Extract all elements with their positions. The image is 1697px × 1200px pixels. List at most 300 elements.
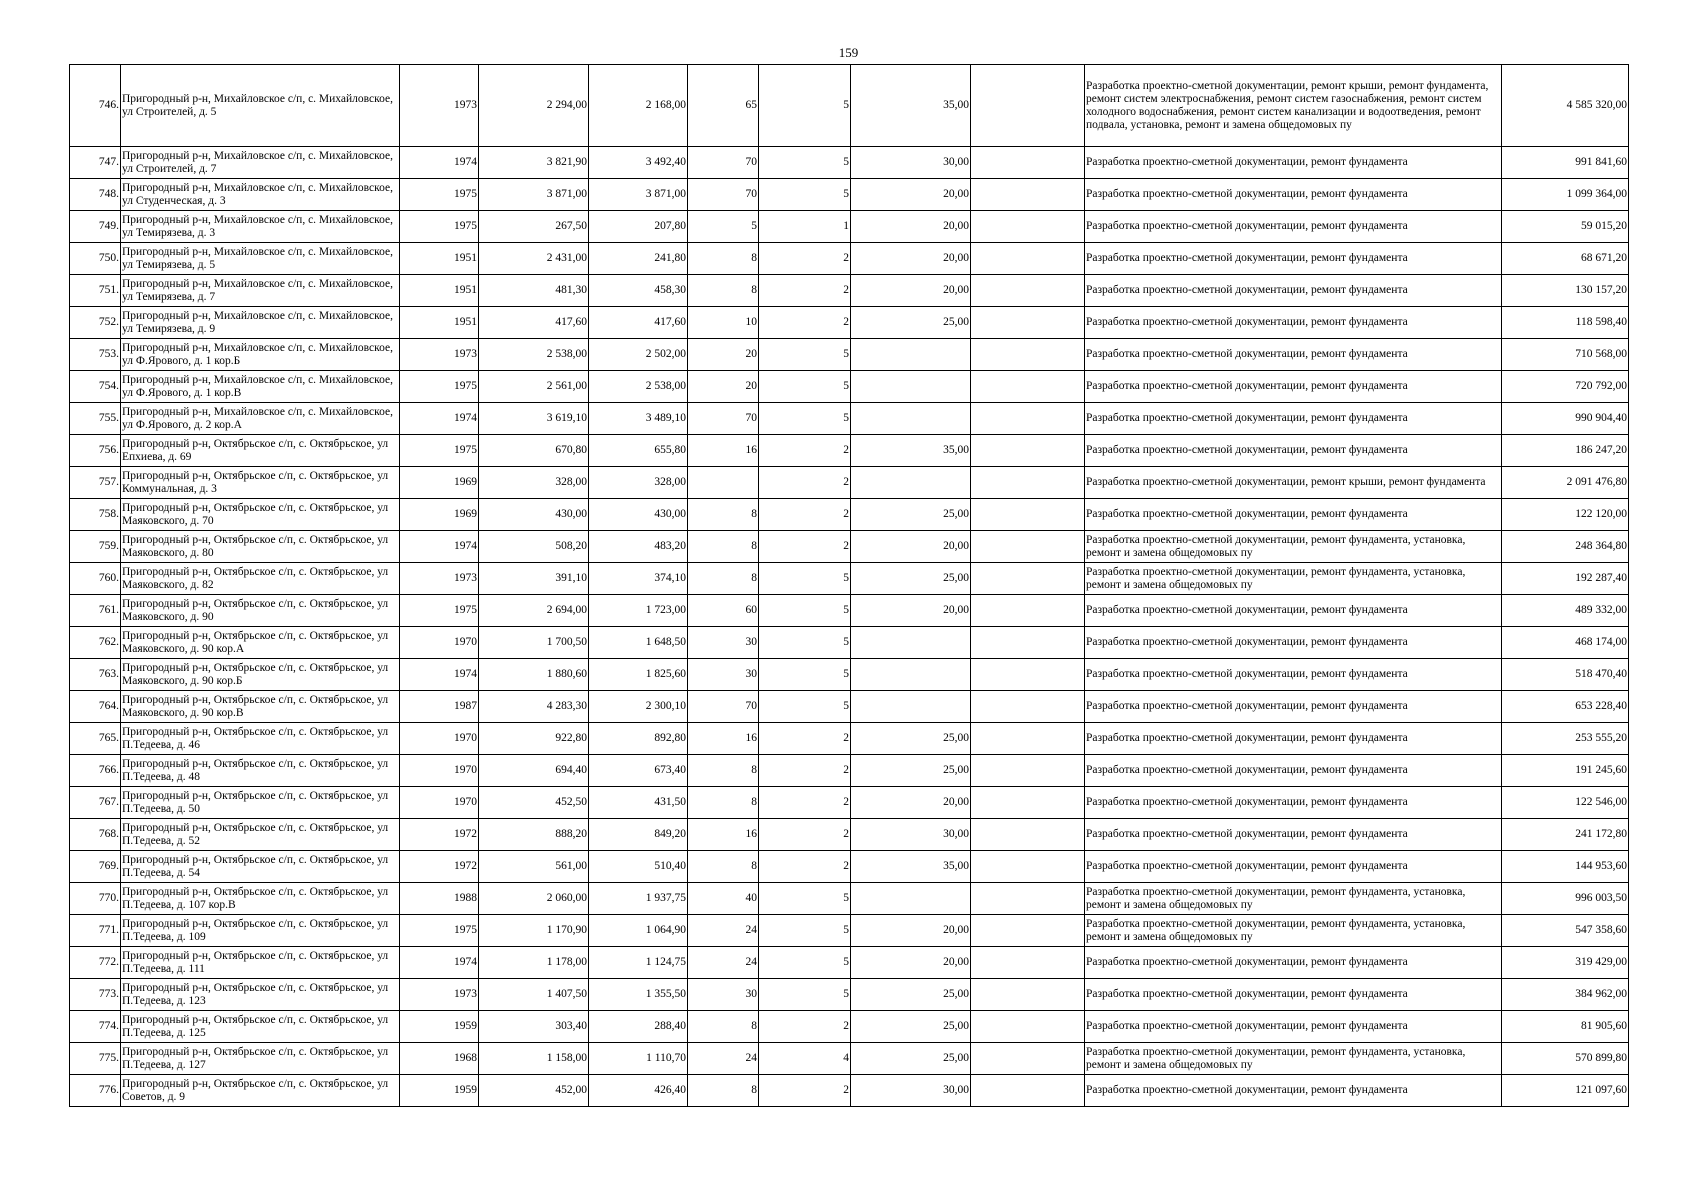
table-row — [70, 723, 1629, 755]
year-built-cell: 1975 — [400, 595, 479, 627]
total-area-cell: 1 880,60 — [479, 659, 589, 691]
works-list-cell: Разработка проектно-сметной документации, ремонт фундамента — [1085, 243, 1502, 275]
total-area-cell: 2 561,00 — [479, 371, 589, 403]
address-cell: Пригородный р-н, Октябрьское с/п, с. Октябрьское, ул Маяковского, д. 80 — [121, 531, 400, 563]
table-row — [70, 563, 1629, 595]
wear-percent-cell: 20,00 — [851, 179, 971, 211]
living-area-cell: 1 937,75 — [589, 883, 688, 915]
apartments-cell: 8 — [688, 563, 759, 595]
apartments-cell: 60 — [688, 595, 759, 627]
floors-cell: 5 — [759, 947, 851, 979]
row-number: 750. — [70, 243, 121, 275]
cost-cell: 4 585 320,00 — [1502, 65, 1629, 147]
address-cell: Пригородный р-н, Октябрьское с/п, с. Октябрьское, ул Маяковского, д. 82 — [121, 563, 400, 595]
total-area-cell: 1 407,50 — [479, 979, 589, 1011]
cost-cell: 720 792,00 — [1502, 371, 1629, 403]
table-row — [70, 915, 1629, 947]
cost-cell: 547 358,60 — [1502, 915, 1629, 947]
floors-cell: 2 — [759, 435, 851, 467]
works-list-cell: Разработка проектно-сметной документации, ремонт фундамента — [1085, 787, 1502, 819]
cost-cell: 192 287,40 — [1502, 563, 1629, 595]
table-row — [70, 435, 1629, 467]
cost-cell: 186 247,20 — [1502, 435, 1629, 467]
living-area-cell: 458,30 — [589, 275, 688, 307]
works-list-cell: Разработка проектно-сметной документации, ремонт фундамента, установка, ремонт и замена общедомовых пу — [1085, 563, 1502, 595]
wear-percent-cell: 25,00 — [851, 499, 971, 531]
apartments-cell: 8 — [688, 243, 759, 275]
year-built-cell: 1969 — [400, 499, 479, 531]
apartments-cell: 5 — [688, 211, 759, 243]
wear-percent-cell: 30,00 — [851, 819, 971, 851]
apartments-cell: 8 — [688, 1011, 759, 1043]
works-list-cell: Разработка проектно-сметной документации, ремонт фундамента — [1085, 435, 1502, 467]
apartments-cell: 16 — [688, 435, 759, 467]
year-built-cell: 1987 — [400, 691, 479, 723]
address-cell: Пригородный р-н, Октябрьское с/п, с. Октябрьское, ул П.Тедеева, д. 125 — [121, 1011, 400, 1043]
year-built-cell: 1974 — [400, 659, 479, 691]
apartments-cell: 20 — [688, 339, 759, 371]
apartments-cell: 8 — [688, 499, 759, 531]
address-cell: Пригородный р-н, Октябрьское с/п, с. Октябрьское, ул П.Тедеева, д. 46 — [121, 723, 400, 755]
table-row — [70, 403, 1629, 435]
total-area-cell: 694,40 — [479, 755, 589, 787]
wear-percent-cell: 35,00 — [851, 435, 971, 467]
table-row — [70, 467, 1629, 499]
wear-percent-cell: 25,00 — [851, 1043, 971, 1075]
empty-cell — [971, 819, 1085, 851]
row-number: 746. — [70, 65, 121, 147]
row-number: 755. — [70, 403, 121, 435]
row-number: 766. — [70, 755, 121, 787]
wear-percent-cell — [851, 371, 971, 403]
cost-cell: 991 841,60 — [1502, 147, 1629, 179]
year-built-cell: 1975 — [400, 371, 479, 403]
address-cell: Пригородный р-н, Октябрьское с/п, с. Октябрьское, ул П.Тедеева, д. 107 кор.В — [121, 883, 400, 915]
cost-cell: 996 003,50 — [1502, 883, 1629, 915]
year-built-cell: 1951 — [400, 275, 479, 307]
empty-cell — [971, 979, 1085, 1011]
table-row — [70, 1043, 1629, 1075]
address-cell: Пригородный р-н, Октябрьское с/п, с. Октябрьское, ул Маяковского, д. 90 кор.А — [121, 627, 400, 659]
year-built-cell: 1972 — [400, 819, 479, 851]
works-list-cell: Разработка проектно-сметной документации, ремонт фундамента — [1085, 339, 1502, 371]
empty-cell — [971, 243, 1085, 275]
cost-cell: 653 228,40 — [1502, 691, 1629, 723]
wear-percent-cell — [851, 403, 971, 435]
empty-cell — [971, 179, 1085, 211]
empty-cell — [971, 371, 1085, 403]
total-area-cell: 2 431,00 — [479, 243, 589, 275]
total-area-cell: 3 821,90 — [479, 147, 589, 179]
floors-cell: 2 — [759, 1011, 851, 1043]
total-area-cell: 888,20 — [479, 819, 589, 851]
address-cell: Пригородный р-н, Октябрьское с/п, с. Октябрьское, ул Маяковского, д. 90 — [121, 595, 400, 627]
works-list-cell: Разработка проектно-сметной документации, ремонт фундамента — [1085, 755, 1502, 787]
floors-cell: 2 — [759, 851, 851, 883]
table-row — [70, 883, 1629, 915]
wear-percent-cell — [851, 627, 971, 659]
empty-cell — [971, 883, 1085, 915]
year-built-cell: 1970 — [400, 627, 479, 659]
cost-cell: 81 905,60 — [1502, 1011, 1629, 1043]
row-number: 760. — [70, 563, 121, 595]
row-number: 747. — [70, 147, 121, 179]
apartments-cell: 8 — [688, 851, 759, 883]
floors-cell: 2 — [759, 1075, 851, 1107]
living-area-cell: 3 492,40 — [589, 147, 688, 179]
floors-cell: 5 — [759, 691, 851, 723]
apartments-cell: 70 — [688, 691, 759, 723]
year-built-cell: 1972 — [400, 851, 479, 883]
cost-cell: 2 091 476,80 — [1502, 467, 1629, 499]
floors-cell: 2 — [759, 755, 851, 787]
total-area-cell: 1 170,90 — [479, 915, 589, 947]
table-row — [70, 819, 1629, 851]
cost-cell: 241 172,80 — [1502, 819, 1629, 851]
year-built-cell: 1970 — [400, 787, 479, 819]
apartments-cell: 70 — [688, 179, 759, 211]
wear-percent-cell — [851, 339, 971, 371]
table-row — [70, 1011, 1629, 1043]
empty-cell — [971, 403, 1085, 435]
empty-cell — [971, 1075, 1085, 1107]
living-area-cell: 673,40 — [589, 755, 688, 787]
table-row — [70, 755, 1629, 787]
apartments-cell: 24 — [688, 915, 759, 947]
address-cell: Пригородный р-н, Михайловское с/п, с. Михайловское, ул Темирязева, д. 3 — [121, 211, 400, 243]
cost-cell: 468 174,00 — [1502, 627, 1629, 659]
living-area-cell: 431,50 — [589, 787, 688, 819]
table-row — [70, 307, 1629, 339]
floors-cell: 5 — [759, 147, 851, 179]
works-list-cell: Разработка проектно-сметной документации, ремонт фундамента — [1085, 819, 1502, 851]
living-area-cell: 328,00 — [589, 467, 688, 499]
address-cell: Пригородный р-н, Михайловское с/п, с. Михайловское, ул Строителей, д. 5 — [121, 65, 400, 147]
table-row — [70, 531, 1629, 563]
total-area-cell: 2 538,00 — [479, 339, 589, 371]
table-row — [70, 243, 1629, 275]
floors-cell: 5 — [759, 659, 851, 691]
year-built-cell: 1975 — [400, 211, 479, 243]
wear-percent-cell: 25,00 — [851, 307, 971, 339]
table-row — [70, 595, 1629, 627]
cost-cell: 319 429,00 — [1502, 947, 1629, 979]
year-built-cell: 1970 — [400, 755, 479, 787]
year-built-cell: 1974 — [400, 947, 479, 979]
table-row — [70, 627, 1629, 659]
row-number: 767. — [70, 787, 121, 819]
apartments-cell: 70 — [688, 403, 759, 435]
wear-percent-cell: 30,00 — [851, 147, 971, 179]
wear-percent-cell — [851, 883, 971, 915]
cost-cell: 253 555,20 — [1502, 723, 1629, 755]
empty-cell — [971, 659, 1085, 691]
cost-cell: 990 904,40 — [1502, 403, 1629, 435]
cost-cell: 122 546,00 — [1502, 787, 1629, 819]
wear-percent-cell: 25,00 — [851, 755, 971, 787]
address-cell: Пригородный р-н, Михайловское с/п, с. Михайловское, ул Студенческая, д. 3 — [121, 179, 400, 211]
row-number: 771. — [70, 915, 121, 947]
cost-cell: 489 332,00 — [1502, 595, 1629, 627]
living-area-cell: 374,10 — [589, 563, 688, 595]
works-list-cell: Разработка проектно-сметной документации, ремонт фундамента — [1085, 1075, 1502, 1107]
living-area-cell: 1 355,50 — [589, 979, 688, 1011]
cost-cell: 191 245,60 — [1502, 755, 1629, 787]
empty-cell — [971, 467, 1085, 499]
floors-cell: 5 — [759, 371, 851, 403]
works-list-cell: Разработка проектно-сметной документации, ремонт фундамента — [1085, 627, 1502, 659]
empty-cell — [971, 275, 1085, 307]
table-row — [70, 65, 1629, 147]
year-built-cell: 1959 — [400, 1075, 479, 1107]
floors-cell: 5 — [759, 883, 851, 915]
works-list-cell: Разработка проектно-сметной документации, ремонт фундамента — [1085, 307, 1502, 339]
year-built-cell: 1974 — [400, 403, 479, 435]
table-row — [70, 339, 1629, 371]
living-area-cell: 207,80 — [589, 211, 688, 243]
wear-percent-cell: 30,00 — [851, 1075, 971, 1107]
works-list-cell: Разработка проектно-сметной документации, ремонт фундамента — [1085, 499, 1502, 531]
works-list-cell: Разработка проектно-сметной документации, ремонт фундамента, установка, ремонт и замена общедомовых пу — [1085, 531, 1502, 563]
cost-cell: 68 671,20 — [1502, 243, 1629, 275]
address-cell: Пригородный р-н, Октябрьское с/п, с. Октябрьское, ул Советов, д. 9 — [121, 1075, 400, 1107]
wear-percent-cell: 25,00 — [851, 723, 971, 755]
row-number: 772. — [70, 947, 121, 979]
floors-cell: 5 — [759, 595, 851, 627]
year-built-cell: 1975 — [400, 915, 479, 947]
empty-cell — [971, 1011, 1085, 1043]
works-list-cell: Разработка проектно-сметной документации, ремонт фундамента, установка, ремонт и замена общедомовых пу — [1085, 1043, 1502, 1075]
table-row — [70, 691, 1629, 723]
apartments-cell: 24 — [688, 947, 759, 979]
works-list-cell: Разработка проектно-сметной документации, ремонт крыши, ремонт фундамента, ремонт систем электроснабжения, ремонт систем газоснабжения, ремонт систем холодного водоснабжения, ремонт систем канализации и водоотведения, ремонт подвала, установка, ремонт и замена общедомовых пу — [1085, 65, 1502, 147]
wear-percent-cell: 35,00 — [851, 65, 971, 147]
apartments-cell: 8 — [688, 531, 759, 563]
living-area-cell: 241,80 — [589, 243, 688, 275]
empty-cell — [971, 1043, 1085, 1075]
total-area-cell: 4 283,30 — [479, 691, 589, 723]
address-cell: Пригородный р-н, Михайловское с/п, с. Михайловское, ул Строителей, д. 7 — [121, 147, 400, 179]
works-list-cell: Разработка проектно-сметной документации, ремонт фундамента — [1085, 1011, 1502, 1043]
row-number: 762. — [70, 627, 121, 659]
address-cell: Пригородный р-н, Михайловское с/п, с. Михайловское, ул Темирязева, д. 7 — [121, 275, 400, 307]
row-number: 761. — [70, 595, 121, 627]
living-area-cell: 510,40 — [589, 851, 688, 883]
address-cell: Пригородный р-н, Октябрьское с/п, с. Октябрьское, ул Маяковского, д. 90 кор.В — [121, 691, 400, 723]
apartments-cell: 30 — [688, 659, 759, 691]
empty-cell — [971, 595, 1085, 627]
cost-cell: 122 120,00 — [1502, 499, 1629, 531]
row-number: 775. — [70, 1043, 121, 1075]
table-row — [70, 787, 1629, 819]
row-number: 752. — [70, 307, 121, 339]
wear-percent-cell: 20,00 — [851, 531, 971, 563]
empty-cell — [971, 947, 1085, 979]
row-number: 759. — [70, 531, 121, 563]
year-built-cell: 1975 — [400, 179, 479, 211]
living-area-cell: 1 648,50 — [589, 627, 688, 659]
address-cell: Пригородный р-н, Михайловское с/п, с. Михайловское, ул Ф.Ярового, д. 1 кор.В — [121, 371, 400, 403]
floors-cell: 2 — [759, 787, 851, 819]
works-list-cell: Разработка проектно-сметной документации, ремонт фундамента — [1085, 275, 1502, 307]
empty-cell — [971, 723, 1085, 755]
total-area-cell: 417,60 — [479, 307, 589, 339]
wear-percent-cell: 20,00 — [851, 243, 971, 275]
wear-percent-cell: 35,00 — [851, 851, 971, 883]
living-area-cell: 2 300,10 — [589, 691, 688, 723]
empty-cell — [971, 307, 1085, 339]
page-number: 159 — [838, 45, 859, 60]
address-cell: Пригородный р-н, Михайловское с/п, с. Михайловское, ул Ф.Ярового, д. 1 кор.Б — [121, 339, 400, 371]
floors-cell: 5 — [759, 563, 851, 595]
address-cell: Пригородный р-н, Михайловское с/п, с. Михайловское, ул Темирязева, д. 5 — [121, 243, 400, 275]
row-number: 753. — [70, 339, 121, 371]
floors-cell: 2 — [759, 819, 851, 851]
wear-percent-cell: 20,00 — [851, 947, 971, 979]
total-area-cell: 508,20 — [479, 531, 589, 563]
cost-cell: 1 099 364,00 — [1502, 179, 1629, 211]
works-list-cell: Разработка проектно-сметной документации, ремонт фундамента — [1085, 851, 1502, 883]
empty-cell — [971, 755, 1085, 787]
address-cell: Пригородный р-н, Октябрьское с/п, с. Октябрьское, ул Маяковского, д. 90 кор.Б — [121, 659, 400, 691]
table-row — [70, 851, 1629, 883]
table-body — [70, 65, 1629, 1107]
works-list-cell: Разработка проектно-сметной документации, ремонт фундамента — [1085, 723, 1502, 755]
table-row — [70, 947, 1629, 979]
empty-cell — [971, 147, 1085, 179]
apartments-cell: 70 — [688, 147, 759, 179]
address-cell: Пригородный р-н, Октябрьское с/п, с. Октябрьское, ул Епхиева, д. 69 — [121, 435, 400, 467]
address-cell: Пригородный р-н, Михайловское с/п, с. Михайловское, ул Темирязева, д. 9 — [121, 307, 400, 339]
year-built-cell: 1974 — [400, 147, 479, 179]
total-area-cell: 1 158,00 — [479, 1043, 589, 1075]
living-area-cell: 1 124,75 — [589, 947, 688, 979]
works-list-cell: Разработка проектно-сметной документации, ремонт фундамента — [1085, 211, 1502, 243]
apartments-cell: 8 — [688, 275, 759, 307]
floors-cell: 5 — [759, 179, 851, 211]
table-row — [70, 979, 1629, 1011]
apartments-cell — [688, 467, 759, 499]
total-area-cell: 2 294,00 — [479, 65, 589, 147]
living-area-cell: 426,40 — [589, 1075, 688, 1107]
works-list-cell: Разработка проектно-сметной документации, ремонт фундамента — [1085, 595, 1502, 627]
row-number: 773. — [70, 979, 121, 1011]
living-area-cell: 1 064,90 — [589, 915, 688, 947]
works-list-cell: Разработка проектно-сметной документации, ремонт фундамента — [1085, 659, 1502, 691]
empty-cell — [971, 435, 1085, 467]
total-area-cell: 328,00 — [479, 467, 589, 499]
row-number: 748. — [70, 179, 121, 211]
apartments-cell: 20 — [688, 371, 759, 403]
wear-percent-cell: 20,00 — [851, 915, 971, 947]
total-area-cell: 1 700,50 — [479, 627, 589, 659]
year-built-cell: 1973 — [400, 339, 479, 371]
works-list-cell: Разработка проектно-сметной документации, ремонт фундамента, установка, ремонт и замена общедомовых пу — [1085, 883, 1502, 915]
apartments-cell: 8 — [688, 1075, 759, 1107]
living-area-cell: 2 168,00 — [589, 65, 688, 147]
floors-cell: 2 — [759, 275, 851, 307]
works-list-cell: Разработка проектно-сметной документации, ремонт фундамента — [1085, 147, 1502, 179]
apartments-cell: 10 — [688, 307, 759, 339]
table-row — [70, 499, 1629, 531]
works-list-cell: Разработка проектно-сметной документации, ремонт фундамента — [1085, 691, 1502, 723]
living-area-cell: 1 825,60 — [589, 659, 688, 691]
year-built-cell: 1951 — [400, 243, 479, 275]
apartments-cell: 24 — [688, 1043, 759, 1075]
year-built-cell: 1970 — [400, 723, 479, 755]
table-row — [70, 1075, 1629, 1107]
floors-cell: 5 — [759, 403, 851, 435]
year-built-cell: 1973 — [400, 979, 479, 1011]
apartments-cell: 16 — [688, 723, 759, 755]
empty-cell — [971, 915, 1085, 947]
total-area-cell: 3 871,00 — [479, 179, 589, 211]
cost-cell: 384 962,00 — [1502, 979, 1629, 1011]
apartments-cell: 65 — [688, 65, 759, 147]
row-number: 763. — [70, 659, 121, 691]
row-number: 776. — [70, 1075, 121, 1107]
empty-cell — [971, 339, 1085, 371]
floors-cell: 5 — [759, 915, 851, 947]
works-list-cell: Разработка проектно-сметной документации, ремонт фундамента — [1085, 371, 1502, 403]
total-area-cell: 922,80 — [479, 723, 589, 755]
apartments-cell: 8 — [688, 755, 759, 787]
works-list-cell: Разработка проектно-сметной документации, ремонт фундамента — [1085, 979, 1502, 1011]
year-built-cell: 1988 — [400, 883, 479, 915]
total-area-cell: 430,00 — [479, 499, 589, 531]
living-area-cell: 1 110,70 — [589, 1043, 688, 1075]
total-area-cell: 1 178,00 — [479, 947, 589, 979]
living-area-cell: 3 871,00 — [589, 179, 688, 211]
works-list-cell: Разработка проектно-сметной документации, ремонт фундамента, установка, ремонт и замена общедомовых пу — [1085, 915, 1502, 947]
wear-percent-cell: 20,00 — [851, 595, 971, 627]
cost-cell: 118 598,40 — [1502, 307, 1629, 339]
floors-cell: 5 — [759, 979, 851, 1011]
apartments-cell: 40 — [688, 883, 759, 915]
cost-cell: 248 364,80 — [1502, 531, 1629, 563]
living-area-cell: 849,20 — [589, 819, 688, 851]
floors-cell: 1 — [759, 211, 851, 243]
year-built-cell: 1969 — [400, 467, 479, 499]
address-cell: Пригородный р-н, Октябрьское с/п, с. Октябрьское, ул П.Тедеева, д. 48 — [121, 755, 400, 787]
total-area-cell: 670,80 — [479, 435, 589, 467]
row-number: 754. — [70, 371, 121, 403]
floors-cell: 2 — [759, 723, 851, 755]
total-area-cell: 2 060,00 — [479, 883, 589, 915]
wear-percent-cell — [851, 691, 971, 723]
address-cell: Пригородный р-н, Октябрьское с/п, с. Октябрьское, ул Коммунальная, д. 3 — [121, 467, 400, 499]
row-number: 757. — [70, 467, 121, 499]
wear-percent-cell: 20,00 — [851, 275, 971, 307]
address-cell: Пригородный р-н, Октябрьское с/п, с. Октябрьское, ул Маяковского, д. 70 — [121, 499, 400, 531]
empty-cell — [971, 787, 1085, 819]
living-area-cell: 483,20 — [589, 531, 688, 563]
cost-cell: 121 097,60 — [1502, 1075, 1629, 1107]
living-area-cell: 2 538,00 — [589, 371, 688, 403]
cost-cell: 144 953,60 — [1502, 851, 1629, 883]
table-row — [70, 211, 1629, 243]
floors-cell: 2 — [759, 243, 851, 275]
total-area-cell: 481,30 — [479, 275, 589, 307]
total-area-cell: 391,10 — [479, 563, 589, 595]
empty-cell — [971, 627, 1085, 659]
row-number: 768. — [70, 819, 121, 851]
floors-cell: 2 — [759, 531, 851, 563]
address-cell: Пригородный р-н, Октябрьское с/п, с. Октябрьское, ул П.Тедеева, д. 111 — [121, 947, 400, 979]
wear-percent-cell: 25,00 — [851, 979, 971, 1011]
cost-cell: 130 157,20 — [1502, 275, 1629, 307]
row-number: 774. — [70, 1011, 121, 1043]
